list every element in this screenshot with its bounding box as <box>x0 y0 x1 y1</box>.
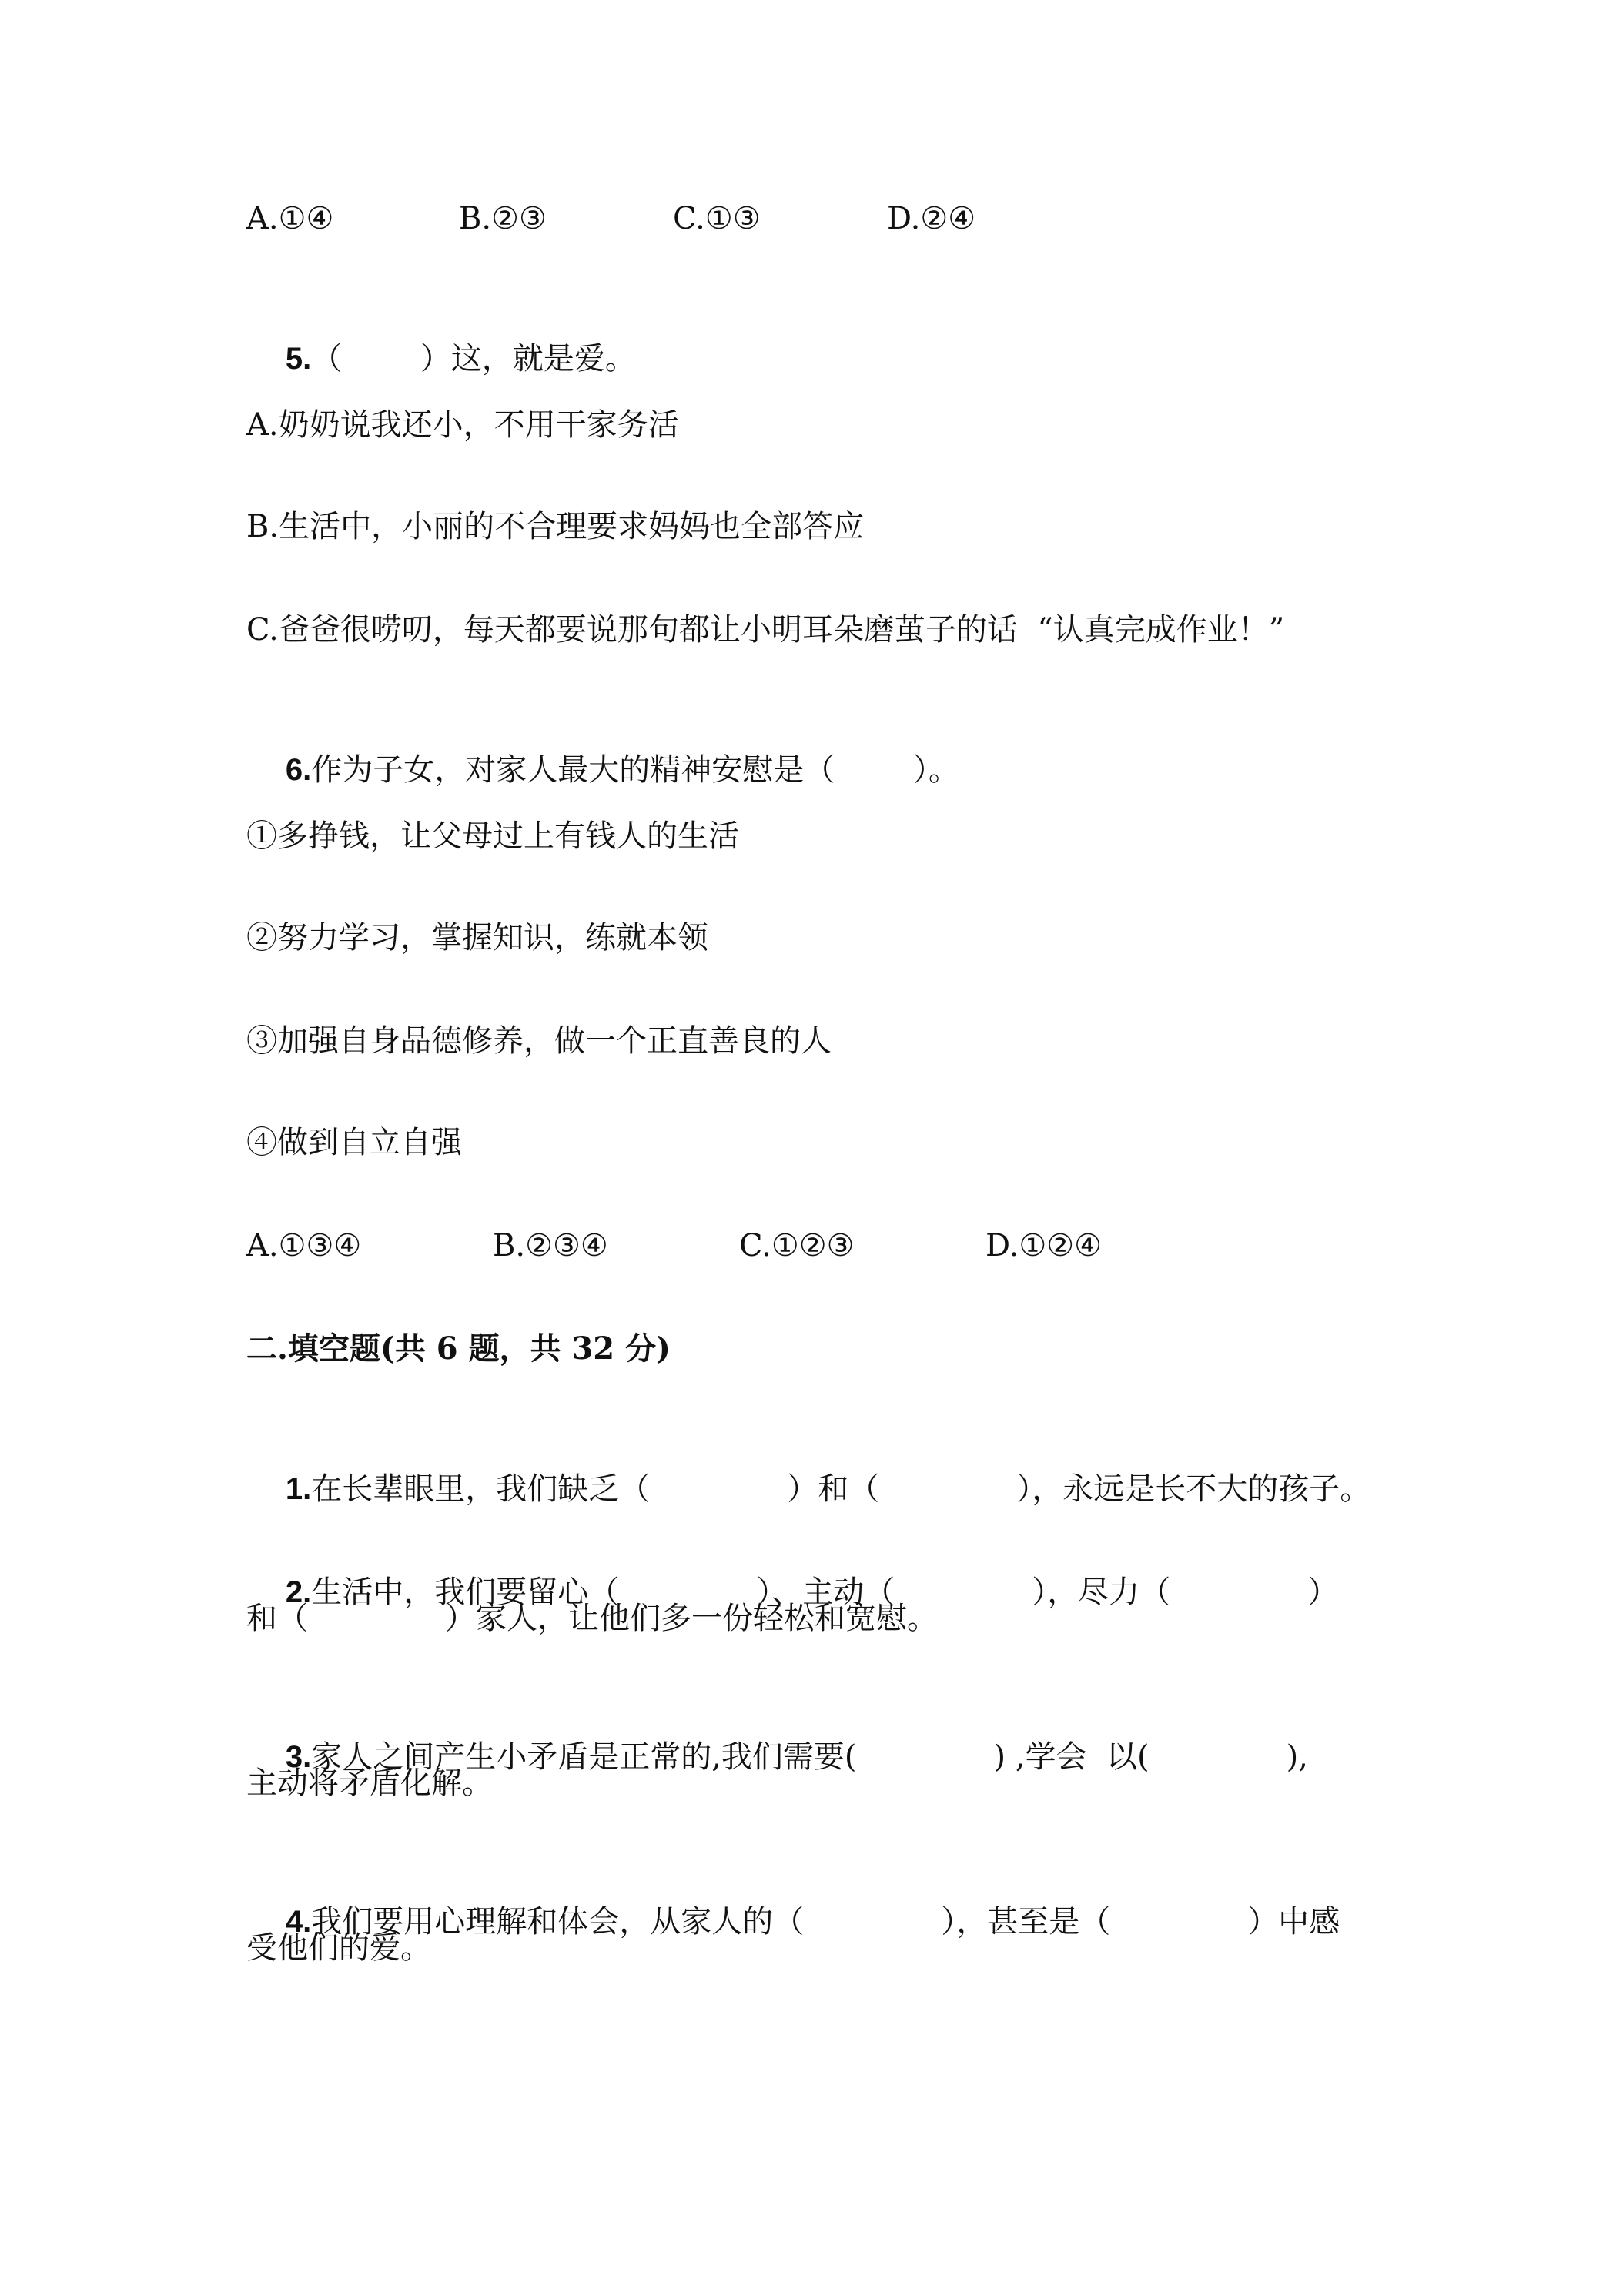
q4-option-b: B.②③ <box>459 201 547 236</box>
q5-question <box>246 303 636 414</box>
q6-option-b: B.②③④ <box>493 1228 608 1263</box>
fill2-line2: 和（ ）家人，让他们多一份轻松和宽慰。 <box>246 1601 939 1636</box>
q6-item-2: ②努力学习，掌握知识，练就本领 <box>246 920 708 956</box>
q6-item-4: ④做到自立自强 <box>246 1125 462 1160</box>
fill2-line1: 生活中，我们要留心（ ）、主动（ ），尽力（ ） <box>311 1575 1339 1610</box>
fill3-line2: 主动将矛盾化解。 <box>246 1766 493 1801</box>
q6-item-3: ③加强自身品德修养，做一个正直善良的人 <box>246 1023 832 1059</box>
fill3-number: 3. <box>285 1740 312 1774</box>
fill2-number: 2. <box>285 1575 312 1609</box>
q4-option-d: D.②④ <box>887 201 976 236</box>
q4-option-a: A.①④ <box>246 201 334 236</box>
q6-item-1: ①多挣钱，让父母过上有钱人的生活 <box>246 818 739 854</box>
q6-option-c: C.①②③ <box>739 1228 855 1263</box>
q6-number: 6. <box>285 753 312 787</box>
q6-option-d: D.①②④ <box>986 1228 1102 1263</box>
q5-stem: （ ）这，就是爱。 <box>311 341 636 377</box>
fill4-number: 4. <box>285 1905 312 1939</box>
q6-stem: 作为子女，对家人最大的精神安慰是（ ）。 <box>311 752 959 788</box>
fill1-text: 在长辈眼里，我们缺乏（ ）和（ ），永远是长不大的孩子。 <box>311 1471 1371 1507</box>
q5-number: 5. <box>285 342 312 376</box>
q6-question <box>246 715 959 825</box>
fill-question-1 <box>246 1434 1370 1545</box>
fill1-number: 1. <box>285 1472 312 1506</box>
q5-option-c: C.爸爸很唠叨，每天都要说那句都让小明耳朵磨茧子的话 “认真完成作业！” <box>246 612 1285 648</box>
q5-option-b: B.生活中，小丽的不合理要求妈妈也全部答应 <box>246 509 865 544</box>
fill3-line1: 家人之间产生小矛盾是正常的,我们需要( ) ,学会 以( ), <box>311 1739 1308 1775</box>
fill4-line1: 我们要用心理解和体会，从家人的（ ），甚至是（ ）中感 <box>311 1904 1340 1940</box>
fill4-line2: 受他们的爱。 <box>246 1930 431 1966</box>
q5-option-a: A.奶奶说我还小，不用干家务活 <box>246 407 679 443</box>
q4-option-c: C.①③ <box>673 201 761 236</box>
section-heading: 二.填空题(共 6 题，共 32 分) <box>246 1330 671 1367</box>
q6-option-a: A.①③④ <box>246 1228 362 1263</box>
